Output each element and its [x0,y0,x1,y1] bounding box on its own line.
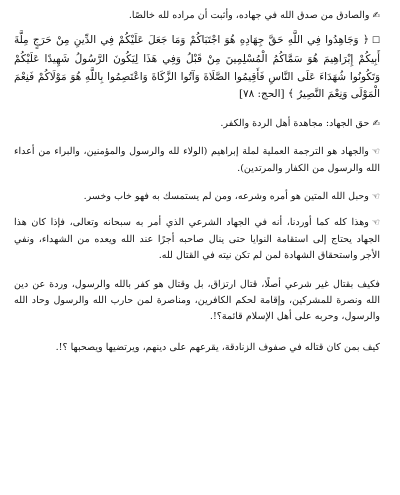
paragraph-abraham-creed [14,144,380,177]
paragraph-text: والجهاد هو الترجمة العملية لملة إبراهيم (الولاء لله والرسول والمؤمنين، والبراء من أعداء الله والرسول من الكفار والمرتدين). [14,146,380,174]
paragraph-text: حق الجهاد: مجاهدة أهل الردة والكفر. [220,117,370,129]
pointing-hand-icon: ☜ [371,218,380,229]
paragraph-final-question [14,340,380,356]
pointing-hand-icon: ☜ [371,147,380,158]
box-bullet-icon: ☐ [371,36,380,47]
paragraph-truthful [14,8,380,24]
quran-verse-text: ﴿ وَجَاهِدُوا فِي اللَّهِ حَقَّ جِهَادِهِ هُوَ اجْتَبَاكُمْ وَمَا جَعَلَ عَلَيْكُمْ فِي الدِّينِ مِنْ حَرَجٍ مِلَّةَ أَبِيكُمْ إِبْرَاهِيمَ هُوَ سَمَّاكُمُ الْمُسْلِمِينَ مِنْ قَبْلُ وَفِي هَذَا لِيَكُونَ الرَّسُولُ شَهِيدًا عَلَيْكُمْ وَتَكُونُوا شُهَدَاءَ عَلَى النَّاسِ فَأَقِيمُوا الصَّلَاةَ وَآتُوا الزَّكَاةَ وَاعْتَصِمُوا بِاللَّهِ هُوَ مَوْلَاكُمْ فَنِعْمَ الْمَوْلَى وَنِعْمَ النَّصِيرُ ﴾ [الحج: ٧٨] [14,34,380,101]
quran-verse-paragraph [14,32,380,103]
paragraph-text: كيف بمن كان قتاله في صفوف الزنادقة، يقرعهم على دينهم، ويرتضيها ويصحبها ؟!. [55,341,380,353]
paragraph-text: وحبل الله المتين هو أمره وشرعه، ومن لم يستمسك به فهو خاب وخسر. [83,191,369,202]
writing-hand-icon: ✍ [372,11,380,21]
paragraph-text: فكيف بقتال غير شرعي أصلًا، قتال ارتزاق، بل وقتال هو كفر بالله والرسول، وردة عن دين الله ونصرة للمشركين، وإقامة لحكم الكافرين، ومناصرة لمن حارب الله والرسول وحاد الله والرسول، وحربه على أهل الإسلام قائمة؟!. [14,278,380,323]
writing-hand-icon: ✍ [372,118,380,129]
pointing-hand-icon: ☜ [371,192,380,202]
paragraph-text: والصادق من صدق الله في جهاده، وأثبت أن مراده لله خالصًا. [128,10,370,21]
paragraph-text: وهذا كله كما أوردنا، أنه في الجهاد الشرعي الذي أمر به سبحانه وتعالى، فإذا كان هذا الجهاد يحتاج إلى استقامة النوايا حتى ينال صاحبه أجرًا عند الله ويعده من الشهداء، ونفي الأجر واستحقاق الشهادة لمن لم تكن نيته في القتال لله. [14,217,380,262]
paragraph-rope-of-allah [14,189,380,205]
paragraph-intentions [14,215,380,264]
paragraph-illegitimate-fighting [14,277,380,326]
paragraph-true-jihad [14,116,380,132]
